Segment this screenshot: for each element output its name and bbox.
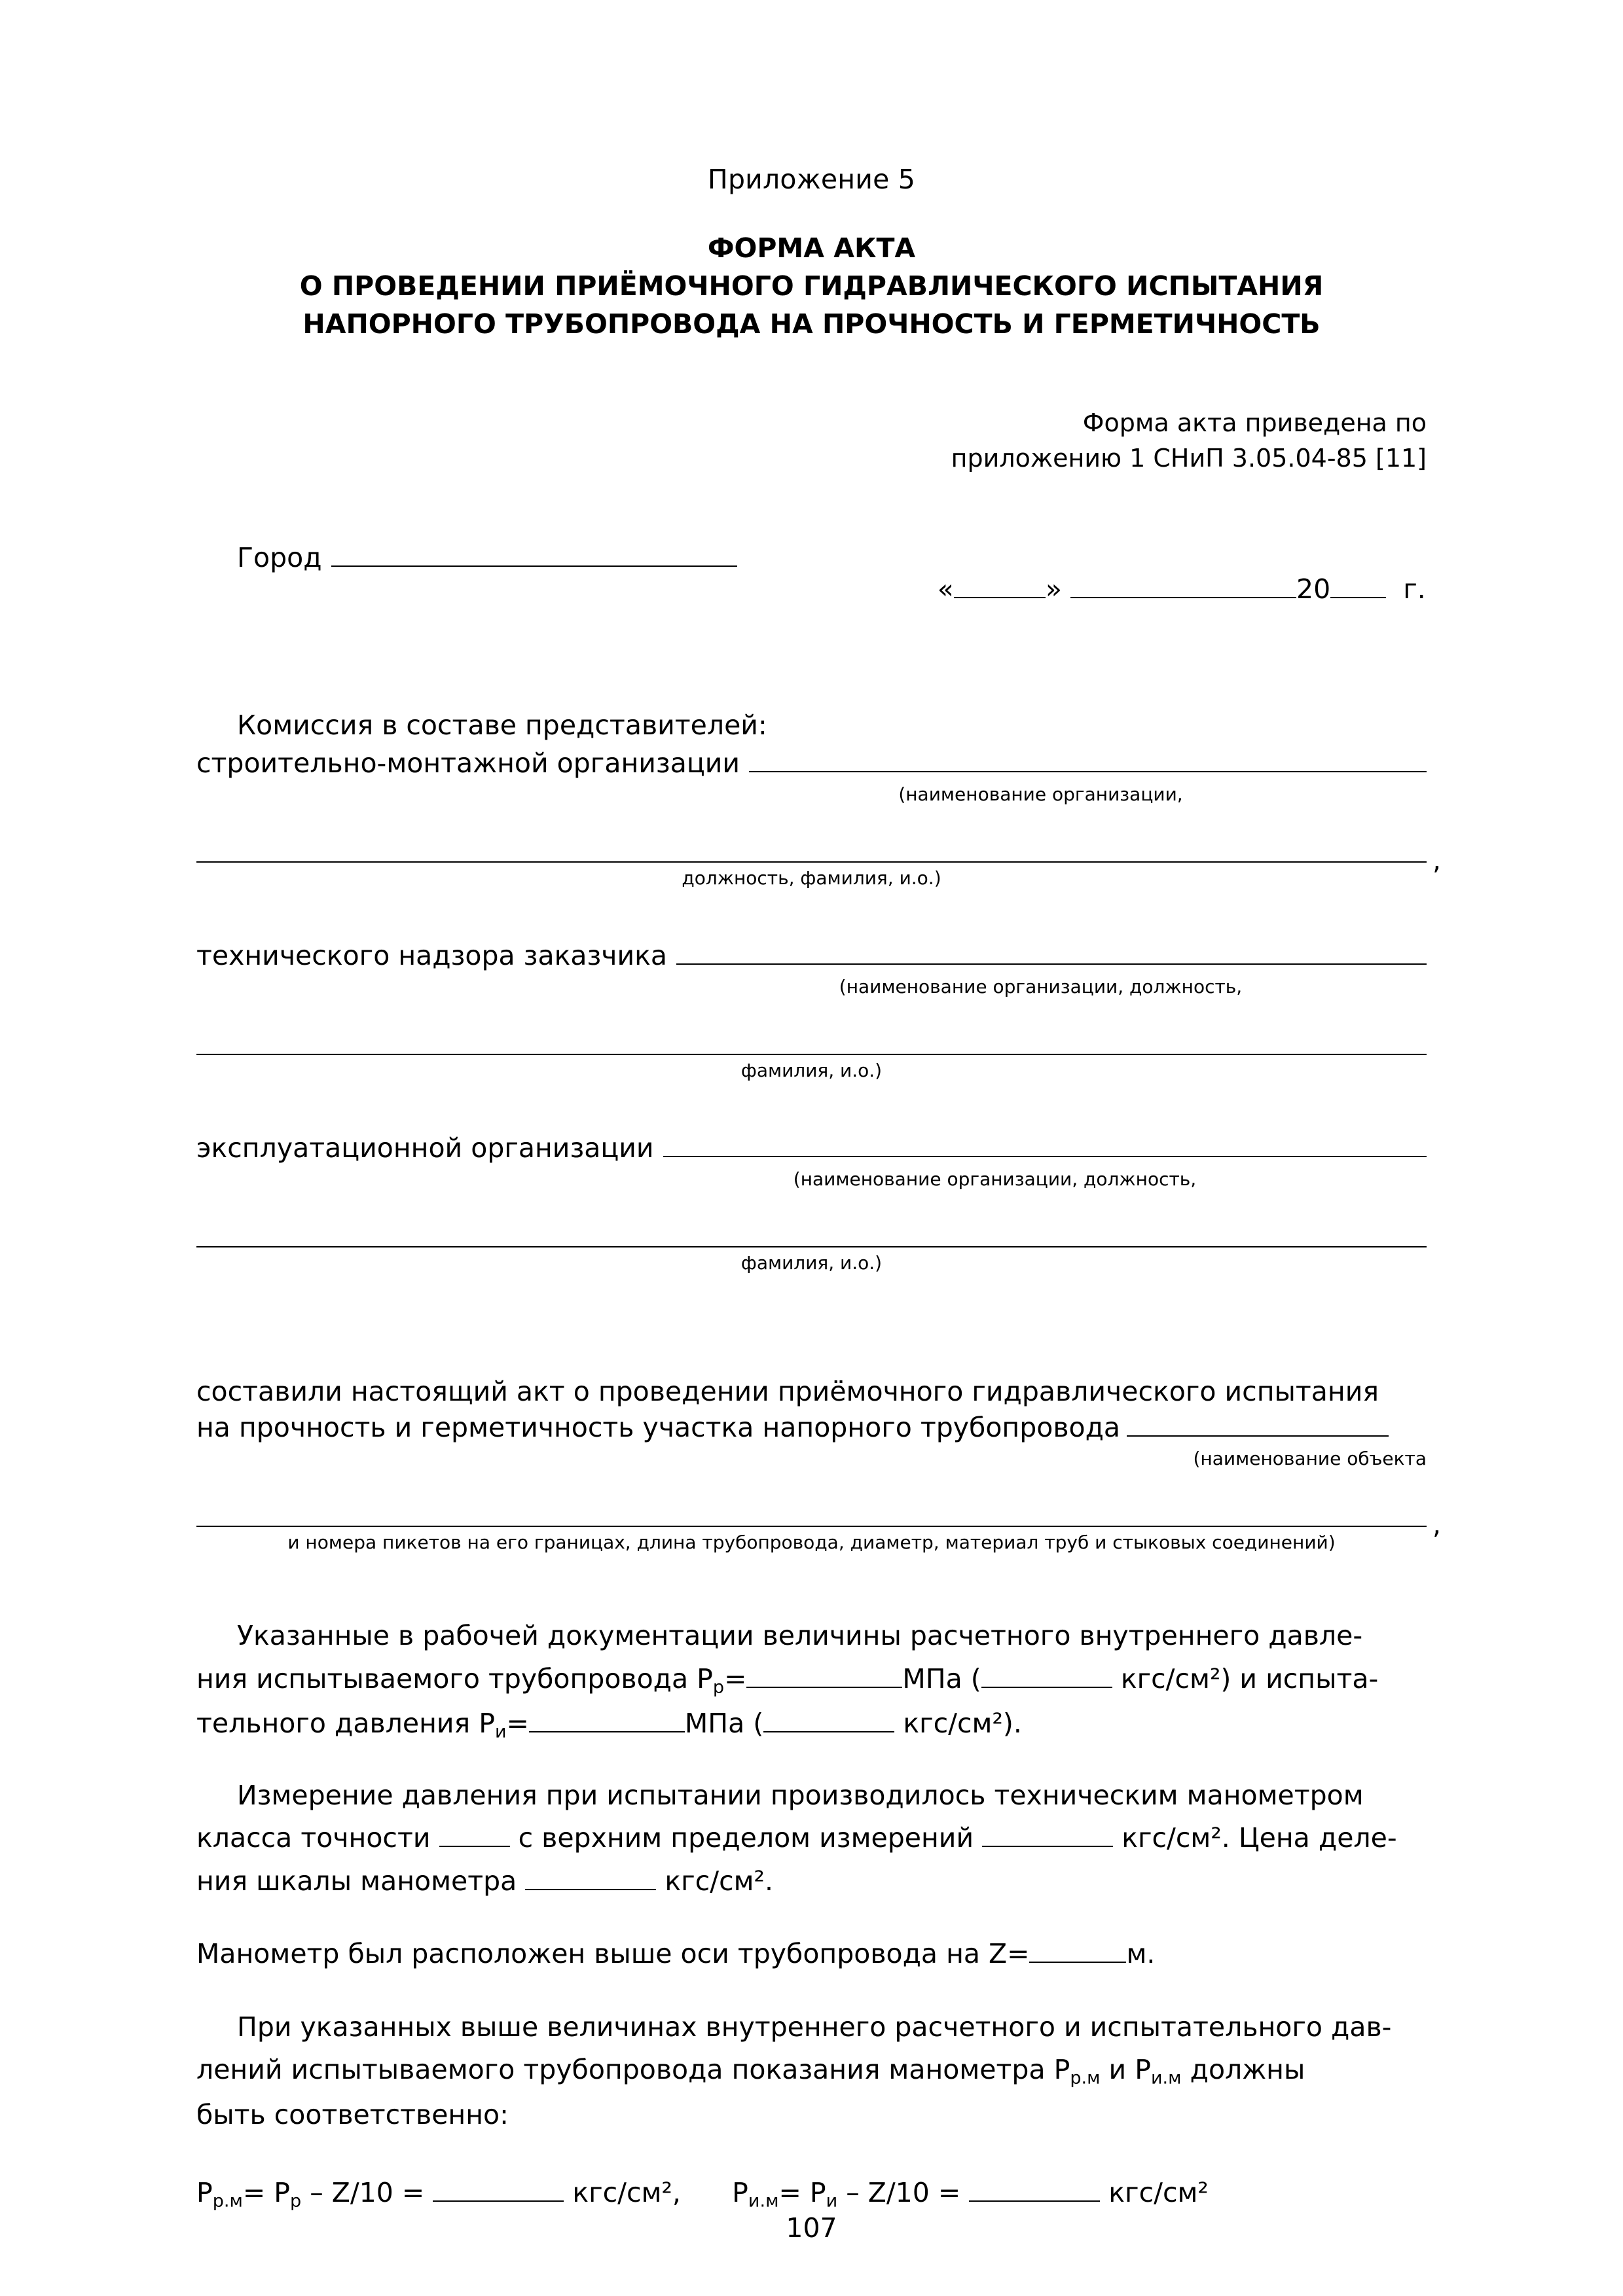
formula-right-pre: Р — [732, 2177, 748, 2209]
p4-line-1: При указанных выше величинах внутреннего расчетного и испытательного дав- — [237, 2011, 1392, 2043]
date-year-suffix: г. — [1403, 573, 1426, 605]
commission-row-operator — [196, 1132, 1427, 1164]
object-name-caption: (наименование объекта — [1193, 1448, 1427, 1470]
date-year-prefix: 20 — [1296, 573, 1331, 605]
date-quote-close: » — [1045, 573, 1062, 605]
city-and-date-row — [196, 542, 1427, 636]
p2-line-1: Измерение давления при испытании производилось техническим манометром — [237, 1779, 1364, 1811]
commission-row-supervision-second-line — [196, 1054, 1427, 1055]
date-group — [886, 542, 1426, 636]
title-line-2: О ПРОВЕДЕНИИ ПРИЁМОЧНОГО ГИДРАВЛИЧЕСКОГО ИСПЫТАНИЯ — [299, 270, 1324, 302]
commission-row-operator-input[interactable] — [663, 1156, 1427, 1157]
p3-pre: Манометр был расположен выше оси трубопровода на Z= — [196, 1938, 1030, 1970]
commission-row-construction-second-line — [196, 844, 1441, 876]
formula-right-mid: = Р — [778, 2177, 826, 2209]
commission-row-supervision-second-input[interactable] — [196, 1054, 1427, 1055]
p1-line-2-pre: ния испытываемого трубопровода Р — [196, 1662, 713, 1695]
formula-spacer — [689, 2177, 723, 2208]
p1-line-2 — [196, 1659, 1427, 1701]
date-month-rule[interactable] — [1070, 597, 1296, 598]
commission-row-construction-second-caption: должность, фамилия, и.о.) — [682, 867, 941, 889]
p1-line-3 — [196, 1704, 1427, 1746]
p2-line-3-pre: ния шкалы манометра — [196, 1865, 517, 1897]
formula-right — [732, 2177, 1209, 2212]
formula-right-result-input[interactable] — [969, 2200, 1100, 2202]
formula-left-units: кгс/см², — [572, 2177, 681, 2209]
comma-mark-2: , — [1432, 1509, 1441, 1541]
object-second-caption: и номера пикетов на его границах, длина трубопровода, диаметр, материал труб и стыковых соединений) — [287, 1532, 1336, 1554]
p1-line-1: Указанные в рабочей документации величины расчетного внутреннего давле- — [237, 1620, 1363, 1652]
test-pressure-mpa-input[interactable] — [529, 1731, 685, 1732]
commission-row-operator-second-caption: фамилия, и.о.) — [740, 1251, 883, 1274]
formula-left-pre: Р — [196, 2177, 213, 2209]
p1-sub-i: и — [494, 1721, 507, 1742]
p1-eq-2: = — [506, 1707, 529, 1739]
p2-line-3 — [196, 1861, 1427, 1902]
p1-line-3-pre: тельного давления Р — [196, 1707, 495, 1739]
commission-row-construction-label: строительно-монтажной организации — [196, 747, 740, 779]
object-second-input[interactable] — [196, 1526, 1427, 1527]
design-pressure-kgs-input[interactable] — [981, 1687, 1112, 1688]
commission-intro: Комиссия в составе представителей: — [237, 709, 767, 741]
source-note — [196, 406, 1427, 476]
formula-left-sub-1: р.м — [212, 2191, 243, 2212]
p3-end: м. — [1126, 1938, 1156, 1970]
formula-left-sub-2: р — [290, 2191, 302, 2212]
title-line-3: НАПОРНОГО ТРУБОПРОВОДА НА ПРОЧНОСТЬ И ГЕРМЕТИЧНОСТЬ — [302, 308, 1321, 340]
formula-right-tail: – Z/10 = — [837, 2177, 970, 2209]
test-pressure-kgs-input[interactable] — [763, 1731, 894, 1732]
object-name-input[interactable] — [1127, 1435, 1389, 1437]
p4-line-2 — [196, 2050, 1427, 2092]
commission-row-operator-caption: (наименование организации, должность, — [793, 1168, 1197, 1190]
p1-mpa-2: МПа ( — [684, 1707, 764, 1739]
page-number: 107 — [786, 2212, 837, 2244]
commission-row-operator-label: эксплуатационной организации — [196, 1132, 654, 1164]
source-note-line-1: Форма акта приведена по — [1082, 408, 1427, 437]
commission-row-operator-second-line — [196, 1246, 1427, 1247]
commission-row-supervision-label: технического надзора заказчика — [196, 939, 668, 971]
commission-row-construction-second-input[interactable] — [196, 861, 1427, 863]
p4-line-2-mid: и Р — [1108, 2054, 1151, 2086]
p2-line-2-mid: с верхним пределом измерений — [518, 1822, 974, 1854]
commission-row-operator-second-input[interactable] — [196, 1246, 1427, 1247]
p2-line-2-pre: класса точности — [196, 1822, 431, 1854]
paragraph-manometer-height — [196, 1934, 1427, 1975]
date-day-rule[interactable] — [954, 597, 1046, 598]
p4-sub-im: и.м — [1150, 2068, 1182, 2089]
accuracy-class-input[interactable] — [439, 1846, 510, 1847]
p2-line-2-end: кгс/см². Цена деле- — [1122, 1822, 1397, 1854]
commission-row-supervision-input[interactable] — [676, 963, 1427, 965]
scale-division-input[interactable] — [525, 1889, 656, 1890]
paragraph-manometer — [196, 1776, 1427, 1902]
commission-row-construction-caption: (наименование организации, — [898, 783, 1183, 805]
city-input-rule[interactable] — [331, 565, 737, 567]
commission-row-construction-input[interactable] — [749, 771, 1427, 772]
object-second-line — [196, 1509, 1441, 1541]
p2-line-2 — [196, 1818, 1427, 1859]
formula-left-tail: – Z/10 = — [301, 2177, 433, 2209]
appendix-label: Приложение 5 — [707, 164, 916, 195]
commission-row-supervision — [196, 940, 1427, 971]
date-quote-open: « — [937, 573, 954, 605]
commission-row-supervision-caption: (наименование организации, должность, — [839, 975, 1243, 997]
date-year-rule[interactable] — [1330, 597, 1386, 598]
commission-row-supervision-second-caption: фамилия, и.о.) — [740, 1059, 883, 1081]
comma-mark: , — [1432, 844, 1441, 876]
statement-line-2-row — [196, 1412, 1427, 1443]
formula-right-sub-1: и.м — [748, 2191, 779, 2212]
source-note-line-2: приложению 1 СНиП 3.05.04-85 [11] — [951, 443, 1427, 473]
p1-mpa: МПа ( — [902, 1662, 981, 1695]
formula-left-result-input[interactable] — [433, 2200, 564, 2202]
statement-line-1: составили настоящий акт о проведении приёмочного гидравлического испытания — [196, 1375, 1379, 1407]
formulas-row — [196, 2173, 1427, 2215]
z-height-input[interactable] — [1029, 1962, 1126, 1963]
p4-line-3: быть соответственно: — [196, 2098, 509, 2130]
p2-line-3-end: кгс/см². — [665, 1865, 774, 1897]
statement-line-2: на прочность и герметичность участка напорного трубопровода — [196, 1412, 1121, 1444]
p1-sub-p: р — [712, 1677, 725, 1698]
p1-kgs-2: кгс/см²). — [903, 1707, 1022, 1739]
p1-kgs: кгс/см²) и испыта- — [1120, 1662, 1379, 1695]
upper-limit-input[interactable] — [982, 1846, 1113, 1847]
p4-line-2-end: должны — [1190, 2054, 1305, 2086]
formula-left-mid: = Р — [242, 2177, 291, 2209]
city-label: Город — [237, 541, 322, 573]
document-title — [196, 229, 1427, 344]
paragraph-readings — [196, 2007, 1427, 2135]
formula-right-sub-2: и — [826, 2191, 838, 2212]
title-line-1: ФОРМА АКТА — [707, 232, 916, 264]
p4-sub-rm: р.м — [1070, 2068, 1101, 2089]
formula-left — [196, 2177, 681, 2212]
formula-right-units: кгс/см² — [1108, 2177, 1209, 2209]
p1-eq: = — [724, 1662, 747, 1695]
paragraph-design-pressure — [196, 1616, 1427, 1746]
p4-line-2-pre: лений испытываемого трубопровода показания манометра Р — [196, 2054, 1070, 2086]
commission-row-construction — [196, 747, 1427, 779]
design-pressure-mpa-input[interactable] — [746, 1687, 902, 1688]
